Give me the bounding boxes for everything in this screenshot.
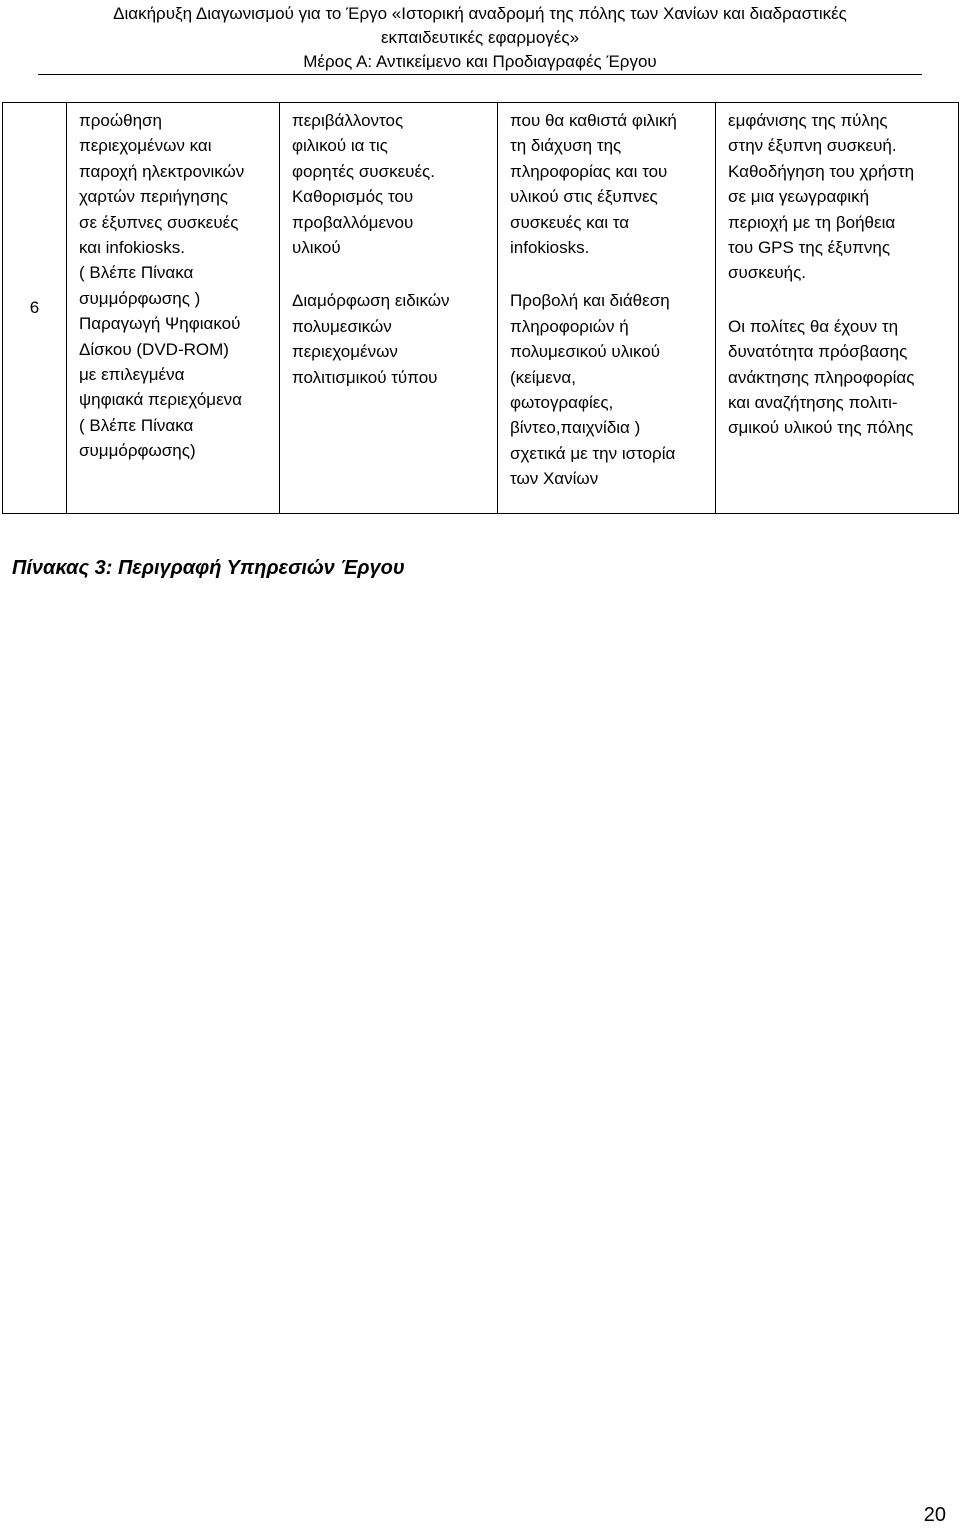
cell-text: περιβάλλοντος φιλικού ια τις φορητές συσκευές. Καθορισμός του προβαλλόμενου υλικού — [292, 111, 435, 258]
cell-text: προώθηση περιεχομένων και παροχή ηλεκτρονικών χαρτών περιήγησης σε έξυπνες συσκευές και infokiosks. ( Βλέπε Πίνακα συμμόρφωσης ) Παραγωγή Ψηφιακού Δίσκου (DVD-ROM) με επιλεγμένα ψηφιακά περιεχόμενα ( Βλέπε Πίνακα συμμόρφωσης) — [79, 111, 245, 461]
table-cell — [280, 103, 498, 514]
header-title-line-2: εκπαιδευτικές εφαρμογές» — [380, 28, 580, 47]
cell-text: Οι πολίτες θα έχουν τη δυνατότητα πρόσβασης ανάκτησης πληροφορίας και αναζήτησης πολιτι- σμικού υλικού της πόλης — [728, 316, 915, 438]
row-number-cell — [3, 103, 67, 514]
row-number: 6 — [29, 298, 40, 318]
table-cell — [498, 103, 716, 514]
header-divider — [38, 74, 922, 75]
cell-text: Διαμόρφωση ειδικών πολυμεσικών περιεχομένων πολιτισμικού τύπου — [292, 291, 450, 387]
cell-text: εμφάνισης της πύλης στην έξυπνη συσκευή. Καθοδήγηση του χρήστη σε μια γεωγραφική περιοχή με τη βοήθεια του GPS της έξυπνης συσκευής. — [728, 111, 915, 283]
table-cell — [67, 103, 280, 514]
table-caption: Πίνακας 3: Περιγραφή Υπηρεσιών Έργου — [12, 557, 405, 579]
table-row — [3, 103, 959, 514]
cell-text: που θα καθιστά φιλική τη διάχυση της πληροφορίας και του υλικού στις έξυπνες συσκευές και τα infokiosks. — [510, 111, 677, 258]
table-cell — [716, 103, 959, 514]
cell-text: Προβολή και διάθεση πληροφοριών ή πολυμεσικού υλικού (κείμενα, φωτογραφίες, βίντεο,παιχνίδια ) σχετικά με την ιστορία των Χανίων — [510, 291, 676, 489]
page-number: 20 — [923, 1504, 946, 1526]
services-table — [2, 102, 959, 514]
header-section-line: Μέρος Α: Αντικείμενο και Προδιαγραφές Έργου — [303, 52, 657, 71]
header-title-line-1: Διακήρυξη Διαγωνισμού για το Έργο «Ιστορική αναδρομή της πόλης των Χανίων και διαδραστικές — [113, 4, 847, 23]
